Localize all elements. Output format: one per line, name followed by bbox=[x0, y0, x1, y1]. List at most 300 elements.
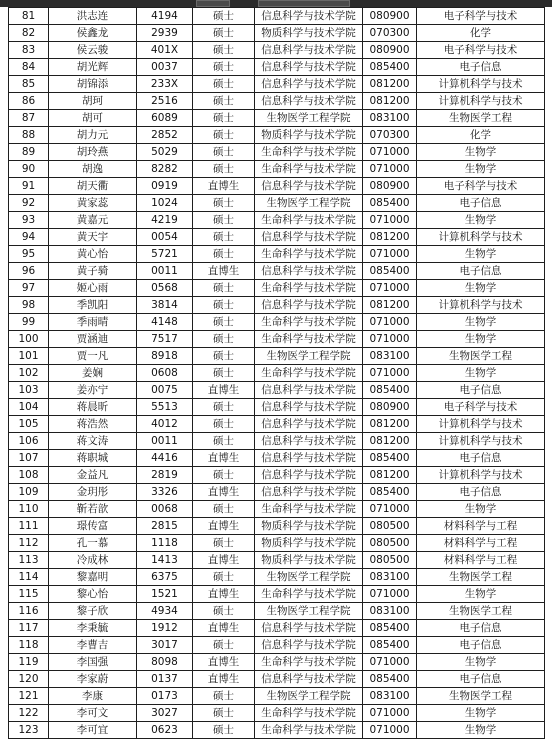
degree-type-cell: 硕士 bbox=[193, 42, 255, 59]
major-name-cell: 计算机科学与技术 bbox=[417, 416, 545, 433]
major-name-cell: 电子信息 bbox=[417, 195, 545, 212]
table-row bbox=[9, 331, 545, 348]
table-row bbox=[9, 467, 545, 484]
degree-type-cell: 硕士 bbox=[193, 59, 255, 76]
degree-type-cell: 硕士 bbox=[193, 161, 255, 178]
school-cell: 生命科学与技术学院 bbox=[255, 144, 363, 161]
id-suffix-cell: 0919 bbox=[137, 178, 193, 195]
school-cell: 生命科学与技术学院 bbox=[255, 161, 363, 178]
toolbar-tab[interactable] bbox=[196, 0, 230, 7]
id-suffix-cell: 401X bbox=[137, 42, 193, 59]
table-row bbox=[9, 161, 545, 178]
name-cell: 胡逸 bbox=[49, 161, 137, 178]
row-number-cell: 84 bbox=[9, 59, 49, 76]
id-suffix-cell: 4012 bbox=[137, 416, 193, 433]
school-cell: 信息科学与技术学院 bbox=[255, 433, 363, 450]
id-suffix-cell: 4148 bbox=[137, 314, 193, 331]
degree-type-cell: 硕士 bbox=[193, 144, 255, 161]
student-list-table bbox=[8, 7, 545, 739]
id-suffix-cell: 3017 bbox=[137, 637, 193, 654]
id-suffix-cell: 2516 bbox=[137, 93, 193, 110]
major-name-cell: 生物医学工程 bbox=[417, 348, 545, 365]
name-cell: 蒋晨昕 bbox=[49, 399, 137, 416]
row-number-cell: 117 bbox=[9, 620, 49, 637]
degree-type-cell: 硕士 bbox=[193, 212, 255, 229]
major-code-cell: 071000 bbox=[363, 705, 417, 722]
row-number-cell: 91 bbox=[9, 178, 49, 195]
id-suffix-cell: 0054 bbox=[137, 229, 193, 246]
degree-type-cell: 硕士 bbox=[193, 280, 255, 297]
row-number-cell: 103 bbox=[9, 382, 49, 399]
degree-type-cell: 硕士 bbox=[193, 705, 255, 722]
degree-type-cell: 直博生 bbox=[193, 671, 255, 688]
id-suffix-cell: 0075 bbox=[137, 382, 193, 399]
row-number-cell: 119 bbox=[9, 654, 49, 671]
row-number-cell: 95 bbox=[9, 246, 49, 263]
school-cell: 信息科学与技术学院 bbox=[255, 399, 363, 416]
id-suffix-cell: 1912 bbox=[137, 620, 193, 637]
major-name-cell: 电子信息 bbox=[417, 484, 545, 501]
table-body bbox=[9, 8, 545, 739]
school-cell: 生物医学工程学院 bbox=[255, 603, 363, 620]
table-row bbox=[9, 569, 545, 586]
major-name-cell: 材料科学与工程 bbox=[417, 552, 545, 569]
school-cell: 物质科学与技术学院 bbox=[255, 25, 363, 42]
major-code-cell: 085400 bbox=[363, 382, 417, 399]
degree-type-cell: 硕士 bbox=[193, 331, 255, 348]
major-name-cell: 生物学 bbox=[417, 365, 545, 382]
degree-type-cell: 硕士 bbox=[193, 688, 255, 705]
id-suffix-cell: 1521 bbox=[137, 586, 193, 603]
major-code-cell: 081200 bbox=[363, 229, 417, 246]
id-suffix-cell: 7517 bbox=[137, 331, 193, 348]
major-name-cell: 生物学 bbox=[417, 246, 545, 263]
school-cell: 信息科学与技术学院 bbox=[255, 382, 363, 399]
table-row bbox=[9, 365, 545, 382]
school-cell: 生命科学与技术学院 bbox=[255, 212, 363, 229]
major-name-cell: 电子信息 bbox=[417, 637, 545, 654]
table-row bbox=[9, 671, 545, 688]
row-number-cell: 93 bbox=[9, 212, 49, 229]
id-suffix-cell: 2819 bbox=[137, 467, 193, 484]
name-cell: 胡锦添 bbox=[49, 76, 137, 93]
row-number-cell: 89 bbox=[9, 144, 49, 161]
major-name-cell: 生物医学工程 bbox=[417, 110, 545, 127]
school-cell: 生命科学与技术学院 bbox=[255, 501, 363, 518]
school-cell: 生命科学与技术学院 bbox=[255, 705, 363, 722]
major-code-cell: 071000 bbox=[363, 314, 417, 331]
major-name-cell: 计算机科学与技术 bbox=[417, 433, 545, 450]
id-suffix-cell: 0011 bbox=[137, 433, 193, 450]
row-number-cell: 121 bbox=[9, 688, 49, 705]
table-row bbox=[9, 144, 545, 161]
table-row bbox=[9, 93, 545, 110]
row-number-cell: 122 bbox=[9, 705, 49, 722]
name-cell: 李可宜 bbox=[49, 722, 137, 739]
degree-type-cell: 硕士 bbox=[193, 297, 255, 314]
row-number-cell: 104 bbox=[9, 399, 49, 416]
degree-type-cell: 硕士 bbox=[193, 603, 255, 620]
major-code-cell: 083100 bbox=[363, 110, 417, 127]
row-number-cell: 102 bbox=[9, 365, 49, 382]
table-row bbox=[9, 603, 545, 620]
row-number-cell: 116 bbox=[9, 603, 49, 620]
name-cell: 姜娴 bbox=[49, 365, 137, 382]
school-cell: 物质科学与技术学院 bbox=[255, 518, 363, 535]
name-cell: 李国强 bbox=[49, 654, 137, 671]
table-row bbox=[9, 229, 545, 246]
id-suffix-cell: 8282 bbox=[137, 161, 193, 178]
degree-type-cell: 直博生 bbox=[193, 484, 255, 501]
name-cell: 黄子骑 bbox=[49, 263, 137, 280]
name-cell: 李秉毓 bbox=[49, 620, 137, 637]
row-number-cell: 88 bbox=[9, 127, 49, 144]
degree-type-cell: 直博生 bbox=[193, 654, 255, 671]
id-suffix-cell: 0173 bbox=[137, 688, 193, 705]
school-cell: 生物医学工程学院 bbox=[255, 348, 363, 365]
row-number-cell: 115 bbox=[9, 586, 49, 603]
name-cell: 季雨晴 bbox=[49, 314, 137, 331]
id-suffix-cell: 1024 bbox=[137, 195, 193, 212]
id-suffix-cell: 2815 bbox=[137, 518, 193, 535]
name-cell: 蒋职城 bbox=[49, 450, 137, 467]
major-name-cell: 电子科学与技术 bbox=[417, 178, 545, 195]
degree-type-cell: 直博生 bbox=[193, 586, 255, 603]
id-suffix-cell: 3027 bbox=[137, 705, 193, 722]
row-number-cell: 111 bbox=[9, 518, 49, 535]
degree-type-cell: 硕士 bbox=[193, 229, 255, 246]
degree-type-cell: 硕士 bbox=[193, 569, 255, 586]
degree-type-cell: 硕士 bbox=[193, 501, 255, 518]
degree-type-cell: 硕士 bbox=[193, 195, 255, 212]
table-row bbox=[9, 722, 545, 739]
major-name-cell: 电子信息 bbox=[417, 620, 545, 637]
table-row bbox=[9, 263, 545, 280]
degree-type-cell: 硕士 bbox=[193, 416, 255, 433]
major-name-cell: 化学 bbox=[417, 127, 545, 144]
school-cell: 生命科学与技术学院 bbox=[255, 365, 363, 382]
school-cell: 信息科学与技术学院 bbox=[255, 467, 363, 484]
major-code-cell: 071000 bbox=[363, 212, 417, 229]
degree-type-cell: 硕士 bbox=[193, 399, 255, 416]
degree-type-cell: 直博生 bbox=[193, 178, 255, 195]
name-cell: 姜亦宁 bbox=[49, 382, 137, 399]
row-number-cell: 96 bbox=[9, 263, 49, 280]
major-name-cell: 计算机科学与技术 bbox=[417, 93, 545, 110]
school-cell: 信息科学与技术学院 bbox=[255, 620, 363, 637]
major-code-cell: 080900 bbox=[363, 178, 417, 195]
table-row bbox=[9, 416, 545, 433]
school-cell: 生命科学与技术学院 bbox=[255, 331, 363, 348]
name-cell: 侯鑫龙 bbox=[49, 25, 137, 42]
name-cell: 黎嘉明 bbox=[49, 569, 137, 586]
row-number-cell: 100 bbox=[9, 331, 49, 348]
major-name-cell: 生物学 bbox=[417, 144, 545, 161]
degree-type-cell: 直博生 bbox=[193, 450, 255, 467]
major-code-cell: 081200 bbox=[363, 76, 417, 93]
name-cell: 洪志连 bbox=[49, 8, 137, 25]
school-cell: 信息科学与技术学院 bbox=[255, 484, 363, 501]
row-number-cell: 82 bbox=[9, 25, 49, 42]
name-cell: 靳若歆 bbox=[49, 501, 137, 518]
major-code-cell: 071000 bbox=[363, 586, 417, 603]
major-code-cell: 080500 bbox=[363, 552, 417, 569]
table-row bbox=[9, 8, 545, 25]
school-cell: 信息科学与技术学院 bbox=[255, 637, 363, 654]
table-row bbox=[9, 348, 545, 365]
table-row bbox=[9, 620, 545, 637]
major-code-cell: 085400 bbox=[363, 637, 417, 654]
school-cell: 信息科学与技术学院 bbox=[255, 297, 363, 314]
major-code-cell: 083100 bbox=[363, 348, 417, 365]
row-number-cell: 113 bbox=[9, 552, 49, 569]
name-cell: 胡力元 bbox=[49, 127, 137, 144]
name-cell: 黄心怡 bbox=[49, 246, 137, 263]
id-suffix-cell: 6375 bbox=[137, 569, 193, 586]
row-number-cell: 123 bbox=[9, 722, 49, 739]
major-code-cell: 071000 bbox=[363, 501, 417, 518]
degree-type-cell: 直博生 bbox=[193, 620, 255, 637]
degree-type-cell: 硕士 bbox=[193, 535, 255, 552]
name-cell: 胡玲燕 bbox=[49, 144, 137, 161]
id-suffix-cell: 8918 bbox=[137, 348, 193, 365]
id-suffix-cell: 4219 bbox=[137, 212, 193, 229]
name-cell: 贾涵迪 bbox=[49, 331, 137, 348]
degree-type-cell: 直博生 bbox=[193, 518, 255, 535]
row-number-cell: 81 bbox=[9, 8, 49, 25]
major-code-cell: 070300 bbox=[363, 25, 417, 42]
major-name-cell: 材料科学与工程 bbox=[417, 535, 545, 552]
major-name-cell: 生物医学工程 bbox=[417, 603, 545, 620]
major-code-cell: 085400 bbox=[363, 450, 417, 467]
name-cell: 金玥彤 bbox=[49, 484, 137, 501]
degree-type-cell: 硕士 bbox=[193, 25, 255, 42]
row-number-cell: 106 bbox=[9, 433, 49, 450]
degree-type-cell: 硕士 bbox=[193, 722, 255, 739]
row-number-cell: 105 bbox=[9, 416, 49, 433]
major-code-cell: 080900 bbox=[363, 42, 417, 59]
id-suffix-cell: 4934 bbox=[137, 603, 193, 620]
table-row bbox=[9, 552, 545, 569]
table-row bbox=[9, 518, 545, 535]
degree-type-cell: 硕士 bbox=[193, 110, 255, 127]
id-suffix-cell: 3814 bbox=[137, 297, 193, 314]
table-row bbox=[9, 297, 545, 314]
name-cell: 侯云骏 bbox=[49, 42, 137, 59]
major-code-cell: 071000 bbox=[363, 331, 417, 348]
table-row bbox=[9, 195, 545, 212]
id-suffix-cell: 0568 bbox=[137, 280, 193, 297]
school-cell: 信息科学与技术学院 bbox=[255, 229, 363, 246]
major-name-cell: 生物学 bbox=[417, 212, 545, 229]
major-name-cell: 材料科学与工程 bbox=[417, 518, 545, 535]
id-suffix-cell: 1413 bbox=[137, 552, 193, 569]
school-cell: 信息科学与技术学院 bbox=[255, 59, 363, 76]
degree-type-cell: 硕士 bbox=[193, 93, 255, 110]
name-cell: 蒋浩然 bbox=[49, 416, 137, 433]
major-name-cell: 生物学 bbox=[417, 331, 545, 348]
toolbar-tab[interactable] bbox=[258, 0, 350, 7]
name-cell: 胡珂 bbox=[49, 93, 137, 110]
school-cell: 生物医学工程学院 bbox=[255, 688, 363, 705]
id-suffix-cell: 0608 bbox=[137, 365, 193, 382]
degree-type-cell: 直博生 bbox=[193, 552, 255, 569]
table-row bbox=[9, 212, 545, 229]
major-code-cell: 081200 bbox=[363, 93, 417, 110]
table-row bbox=[9, 433, 545, 450]
major-code-cell: 071000 bbox=[363, 365, 417, 382]
row-number-cell: 83 bbox=[9, 42, 49, 59]
row-number-cell: 87 bbox=[9, 110, 49, 127]
document-page bbox=[8, 7, 544, 739]
major-code-cell: 083100 bbox=[363, 569, 417, 586]
id-suffix-cell: 0068 bbox=[137, 501, 193, 518]
school-cell: 生命科学与技术学院 bbox=[255, 654, 363, 671]
school-cell: 信息科学与技术学院 bbox=[255, 671, 363, 688]
table-row bbox=[9, 110, 545, 127]
table-row bbox=[9, 484, 545, 501]
major-name-cell: 生物学 bbox=[417, 705, 545, 722]
row-number-cell: 97 bbox=[9, 280, 49, 297]
row-number-cell: 120 bbox=[9, 671, 49, 688]
name-cell: 黄家蕊 bbox=[49, 195, 137, 212]
row-number-cell: 101 bbox=[9, 348, 49, 365]
id-suffix-cell: 0011 bbox=[137, 263, 193, 280]
id-suffix-cell: 8098 bbox=[137, 654, 193, 671]
degree-type-cell: 硕士 bbox=[193, 433, 255, 450]
school-cell: 信息科学与技术学院 bbox=[255, 76, 363, 93]
major-name-cell: 生物学 bbox=[417, 586, 545, 603]
school-cell: 信息科学与技术学院 bbox=[255, 178, 363, 195]
table-row bbox=[9, 25, 545, 42]
major-code-cell: 070300 bbox=[363, 127, 417, 144]
major-name-cell: 计算机科学与技术 bbox=[417, 76, 545, 93]
id-suffix-cell: 0037 bbox=[137, 59, 193, 76]
row-number-cell: 98 bbox=[9, 297, 49, 314]
major-code-cell: 080500 bbox=[363, 535, 417, 552]
school-cell: 物质科学与技术学院 bbox=[255, 535, 363, 552]
school-cell: 生命科学与技术学院 bbox=[255, 280, 363, 297]
degree-type-cell: 硕士 bbox=[193, 8, 255, 25]
table-row bbox=[9, 382, 545, 399]
row-number-cell: 112 bbox=[9, 535, 49, 552]
major-code-cell: 071000 bbox=[363, 144, 417, 161]
table-row bbox=[9, 654, 545, 671]
row-number-cell: 107 bbox=[9, 450, 49, 467]
table-row bbox=[9, 450, 545, 467]
major-code-cell: 081200 bbox=[363, 433, 417, 450]
id-suffix-cell: 4416 bbox=[137, 450, 193, 467]
major-code-cell: 085400 bbox=[363, 620, 417, 637]
table-row bbox=[9, 399, 545, 416]
school-cell: 生物医学工程学院 bbox=[255, 569, 363, 586]
major-name-cell: 电子信息 bbox=[417, 263, 545, 280]
major-code-cell: 071000 bbox=[363, 161, 417, 178]
major-name-cell: 电子信息 bbox=[417, 382, 545, 399]
major-code-cell: 080500 bbox=[363, 518, 417, 535]
name-cell: 李可文 bbox=[49, 705, 137, 722]
id-suffix-cell: 233X bbox=[137, 76, 193, 93]
table-row bbox=[9, 178, 545, 195]
row-number-cell: 109 bbox=[9, 484, 49, 501]
major-name-cell: 生物学 bbox=[417, 722, 545, 739]
id-suffix-cell: 6089 bbox=[137, 110, 193, 127]
major-name-cell: 计算机科学与技术 bbox=[417, 229, 545, 246]
table-row bbox=[9, 246, 545, 263]
major-name-cell: 电子信息 bbox=[417, 671, 545, 688]
major-code-cell: 071000 bbox=[363, 722, 417, 739]
school-cell: 信息科学与技术学院 bbox=[255, 450, 363, 467]
name-cell: 胡天衢 bbox=[49, 178, 137, 195]
major-code-cell: 081200 bbox=[363, 297, 417, 314]
row-number-cell: 94 bbox=[9, 229, 49, 246]
row-number-cell: 110 bbox=[9, 501, 49, 518]
degree-type-cell: 硕士 bbox=[193, 467, 255, 484]
degree-type-cell: 硕士 bbox=[193, 246, 255, 263]
school-cell: 生物医学工程学院 bbox=[255, 195, 363, 212]
major-name-cell: 电子科学与技术 bbox=[417, 42, 545, 59]
name-cell: 黄天宇 bbox=[49, 229, 137, 246]
degree-type-cell: 硕士 bbox=[193, 76, 255, 93]
table-row bbox=[9, 76, 545, 93]
name-cell: 蒋文涛 bbox=[49, 433, 137, 450]
degree-type-cell: 硕士 bbox=[193, 348, 255, 365]
major-code-cell: 083100 bbox=[363, 688, 417, 705]
row-number-cell: 86 bbox=[9, 93, 49, 110]
major-code-cell: 080900 bbox=[363, 8, 417, 25]
id-suffix-cell: 5513 bbox=[137, 399, 193, 416]
major-code-cell: 071000 bbox=[363, 246, 417, 263]
major-name-cell: 生物学 bbox=[417, 501, 545, 518]
major-code-cell: 083100 bbox=[363, 603, 417, 620]
name-cell: 李家蔚 bbox=[49, 671, 137, 688]
id-suffix-cell: 2852 bbox=[137, 127, 193, 144]
school-cell: 生命科学与技术学院 bbox=[255, 246, 363, 263]
degree-type-cell: 硕士 bbox=[193, 365, 255, 382]
row-number-cell: 114 bbox=[9, 569, 49, 586]
id-suffix-cell: 5721 bbox=[137, 246, 193, 263]
table-row bbox=[9, 535, 545, 552]
major-name-cell: 电子信息 bbox=[417, 450, 545, 467]
major-name-cell: 化学 bbox=[417, 25, 545, 42]
row-number-cell: 118 bbox=[9, 637, 49, 654]
major-code-cell: 085400 bbox=[363, 484, 417, 501]
table-row bbox=[9, 637, 545, 654]
degree-type-cell: 直博生 bbox=[193, 382, 255, 399]
row-number-cell: 92 bbox=[9, 195, 49, 212]
school-cell: 信息科学与技术学院 bbox=[255, 416, 363, 433]
major-name-cell: 生物学 bbox=[417, 161, 545, 178]
degree-type-cell: 硕士 bbox=[193, 314, 255, 331]
table-row bbox=[9, 501, 545, 518]
major-name-cell: 生物学 bbox=[417, 314, 545, 331]
id-suffix-cell: 5029 bbox=[137, 144, 193, 161]
degree-type-cell: 硕士 bbox=[193, 127, 255, 144]
major-name-cell: 电子科学与技术 bbox=[417, 399, 545, 416]
table-row bbox=[9, 42, 545, 59]
name-cell: 黄嘉元 bbox=[49, 212, 137, 229]
name-cell: 姬心雨 bbox=[49, 280, 137, 297]
name-cell: 黎子欣 bbox=[49, 603, 137, 620]
major-name-cell: 生物医学工程 bbox=[417, 688, 545, 705]
id-suffix-cell: 0623 bbox=[137, 722, 193, 739]
major-name-cell: 生物学 bbox=[417, 280, 545, 297]
major-code-cell: 085400 bbox=[363, 195, 417, 212]
major-name-cell: 电子信息 bbox=[417, 59, 545, 76]
id-suffix-cell: 1118 bbox=[137, 535, 193, 552]
name-cell: 贾一凡 bbox=[49, 348, 137, 365]
name-cell: 孔一慕 bbox=[49, 535, 137, 552]
